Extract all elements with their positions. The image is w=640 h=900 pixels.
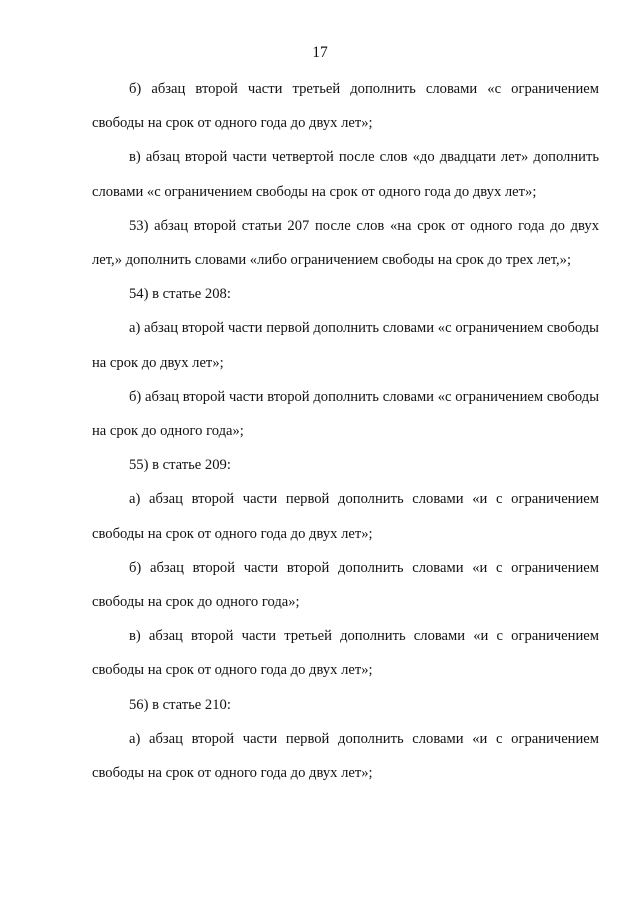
page-number: 17 [312, 44, 328, 61]
paragraph-item-v-article-209: в) абзац второй части третьей дополнить словами «и с ограничением свободы на срок от одного года до двух лет»; [92, 628, 599, 679]
paragraph-item-54-heading: 54) в статье 208: [129, 286, 231, 303]
paragraph-item-a-article-209: а) абзац второй части первой дополнить словами «и с ограничением свободы на срок от одного года до двух лет»; [92, 491, 599, 542]
paragraph-item-a-article-208: а) абзац второй части первой дополнить словами «с ограничением свободы на срок до двух лет»; [92, 320, 599, 371]
paragraph-item-v-article-206-part-4: в) абзац второй части четвертой после слов «до двадцати лет» дополнить словами «с ограничением свободы на срок от одного года до двух лет»; [92, 149, 599, 200]
paragraph-item-53-article-207: 53) абзац второй статьи 207 после слов «на срок от одного года до двух лет,» дополнить словами «либо ограничением свободы на срок до трех лет,»; [92, 217, 599, 269]
paragraph-item-a-article-210: а) абзац второй части первой дополнить словами «и с ограничением свободы на срок от одного года до двух лет»; [92, 730, 599, 782]
paragraph-item-b-article-209: б) абзац второй части второй дополнить словами «и с ограничением свободы на срок до одного года»; [92, 559, 599, 611]
document-body [92, 72, 599, 790]
paragraph-item-55-heading: 55) в статье 209: [129, 457, 231, 474]
paragraph-item-56-heading: 56) в статье 210: [129, 696, 231, 713]
paragraph-item-b-article-208: б) абзац второй части второй дополнить словами «с ограничением свободы на срок до одного года»; [92, 388, 599, 440]
paragraph-item-b-article-206-part-3: б) абзац второй части третьей дополнить словами «с ограничением свободы на срок от одного года до двух лет»; [92, 81, 599, 132]
